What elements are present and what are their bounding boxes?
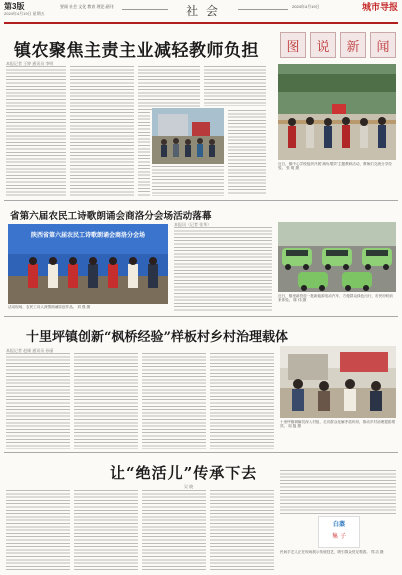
article3-body-col4 bbox=[210, 353, 274, 449]
article4-body-col1 bbox=[6, 490, 70, 570]
article4-body-col4 bbox=[210, 490, 274, 570]
feature-box-title bbox=[278, 30, 396, 66]
article3-body-col3 bbox=[142, 353, 206, 449]
vignette-bottom-text: 集 子 bbox=[332, 533, 346, 540]
article3-body-col1 bbox=[6, 353, 70, 449]
article2-photo-caption: 活动现场，农民工诗人深情朗诵原创作品。 刘 强 摄 bbox=[8, 305, 91, 309]
newspaper-logo: 城市导报 bbox=[361, 3, 398, 13]
article2-byline: 本报讯（记者 张华） bbox=[174, 222, 212, 227]
article1-body-col2 bbox=[70, 66, 134, 196]
feature-char-2: 说 bbox=[310, 32, 336, 58]
article1-body-col4a bbox=[204, 66, 266, 106]
page-number: 第3版 bbox=[4, 2, 25, 11]
article1-byline: 本报记者 王婷 通讯员 李明 bbox=[6, 61, 54, 66]
article2-car-caption: 近日，镇里新投放一批新能源电动汽车，方便群众绿色出行，市民纷纷前来体验。 陈 伟 摄 bbox=[278, 294, 393, 303]
article2-banner-photo bbox=[8, 224, 168, 304]
feature-photo bbox=[278, 64, 396, 160]
divider-2 bbox=[4, 316, 398, 317]
section-title: 社 会 bbox=[186, 4, 220, 18]
article1-body-col3a bbox=[138, 66, 200, 110]
page-sub-date: 2024年4月19日 星期五 bbox=[4, 11, 45, 16]
header-rule bbox=[4, 22, 398, 24]
article4-photo-caption: 民间手艺人正在现场展示传统技艺，吸引群众驻足观看。 郑 洁 摄 bbox=[280, 550, 384, 554]
article1-headline[interactable]: 镇农聚焦主责主业减轻教师负担 bbox=[14, 41, 259, 61]
article4-body-col5 bbox=[280, 470, 396, 514]
divider-3 bbox=[4, 452, 398, 453]
article3-body-col2 bbox=[74, 353, 138, 449]
article2-headline[interactable]: 省第六届农民工诗歌朗诵会商洛分会场活动落幕 bbox=[10, 211, 212, 222]
article1-body-col1 bbox=[6, 66, 66, 196]
issue-date: 2024年4月19日 bbox=[292, 4, 320, 9]
feature-char-1: 图 bbox=[280, 32, 306, 58]
article1-photo-caption: 近日，镇中心学校组织开展“减负增效”主题教研活动，教师们交流分享经验。 张 明 摄 bbox=[278, 162, 392, 171]
article1-body-col3c bbox=[152, 166, 224, 196]
article4-body-col3 bbox=[142, 490, 206, 570]
section-nav[interactable]: 要闻 社会 文化 教育 理论 副刊 bbox=[60, 4, 114, 9]
article4-vignette bbox=[318, 516, 360, 548]
article3-photo bbox=[280, 346, 396, 418]
article1-photo bbox=[152, 108, 224, 164]
divider-1 bbox=[4, 200, 398, 201]
article4-body-col2 bbox=[74, 490, 138, 570]
feature-char-3: 新 bbox=[340, 32, 366, 58]
feature-char-4: 闻 bbox=[370, 32, 396, 58]
page-header bbox=[0, 0, 402, 24]
section-rule-left bbox=[122, 9, 168, 10]
article3-photo-caption: 十里坪镇调解员深入村组，走访群众化解矛盾纠纷，推动乡村治理提质增效。 周 磊 摄 bbox=[280, 420, 395, 429]
article3-byline: 本报记者 赵刚 通讯员 孙丽 bbox=[6, 348, 54, 353]
article2-body bbox=[174, 227, 272, 311]
article3-headline[interactable]: 十里坪镇创新“枫桥经验”样板村乡村治理载体 bbox=[26, 330, 288, 345]
article2-car-photo bbox=[278, 222, 396, 292]
vignette-top-text: 白蒸 bbox=[332, 521, 345, 528]
article1-body-col4b bbox=[228, 110, 266, 196]
article4-headline[interactable]: 让“绝活儿”传承下去 bbox=[110, 464, 258, 482]
article2-banner-text: 陕西省第六届农民工诗歌朗诵会商洛分会场 bbox=[30, 232, 145, 239]
section-rule-right bbox=[238, 9, 288, 10]
article1-body-col3b bbox=[138, 112, 150, 196]
article4-byline: 吴 晓 bbox=[184, 484, 194, 489]
